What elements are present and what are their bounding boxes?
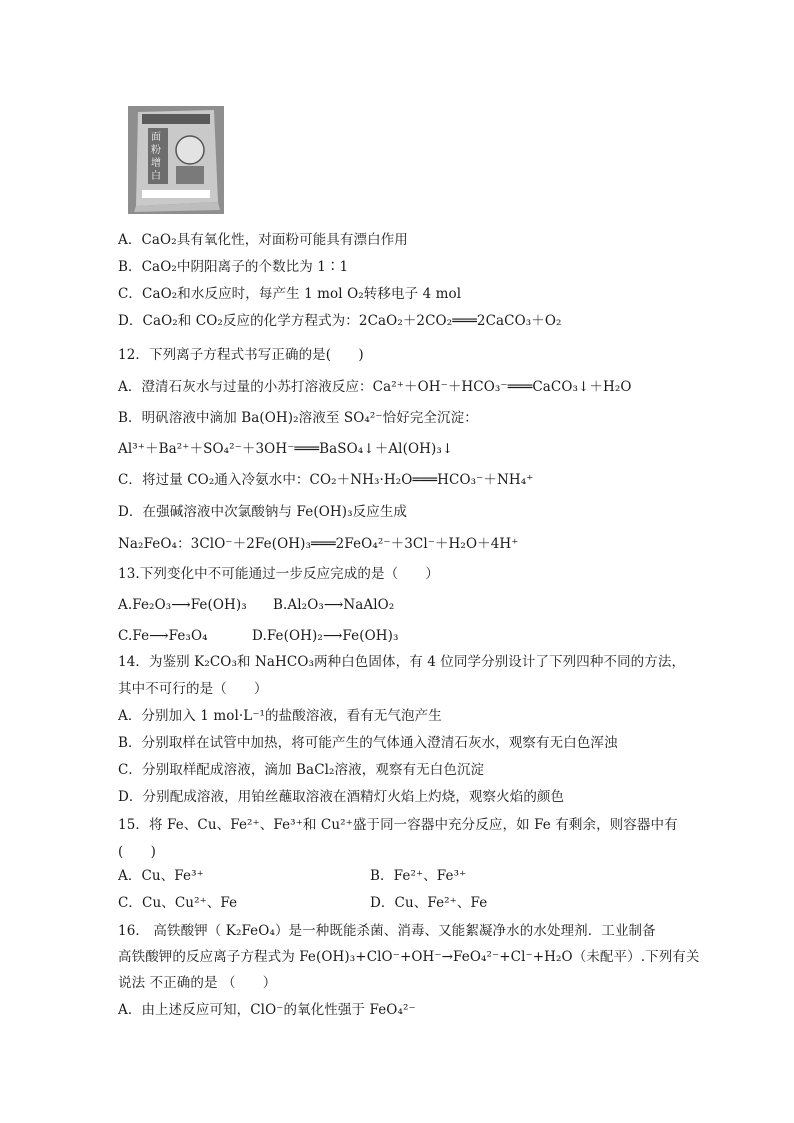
q12-stem: 12．下列离子方程式书写正确的是( ) [118, 347, 364, 363]
q15-stem-line2: ( ) [118, 844, 156, 860]
q15-option-a: A．Cu、Fe³⁺ [118, 868, 204, 884]
q14-stem-line1: 14．为鉴别 K₂CO₃和 NaHCO₃两种白色固体，有 4 位同学分别设计了下列四种不同的方法， [118, 654, 686, 670]
q12-option-a: A．澄清石灰水与过量的小苏打溶液反应：Ca²⁺＋OH⁻＋HCO₃⁻═══CaCO₃↓＋H₂O [118, 379, 632, 395]
q14-stem-line2: 其中不可行的是（ ） [118, 681, 268, 697]
product-photo [128, 106, 224, 214]
flour-bleach-package-image [128, 106, 224, 214]
q14-option-b: B．分别取样在试管中加热，将可能产生的气体通入澄清石灰水，观察有无白色浑浊 [118, 735, 618, 751]
svg-text:白: 白 [151, 171, 161, 182]
q13-option-c: C.Fe⟶Fe₃O₄ [118, 628, 208, 644]
q11-option-c: C．CaO₂和水反应时，每产生 1 mol O₂转移电子 4 mol [118, 286, 462, 302]
q12-option-b-line1: B．明矾溶液中滴加 Ba(OH)₂溶液至 SO₄²⁻恰好完全沉淀： [118, 410, 478, 426]
q16-stem-line2: 高铁酸钾的反应离子方程式为 Fe(OH)₃+ClO⁻+OH⁻→FeO₄²⁻+Cl⁻+H₂O（未配平）.下列有关 [118, 949, 700, 965]
q14-option-a: A．分别加入 1 mol·L⁻¹的盐酸溶液，看有无气泡产生 [118, 708, 442, 724]
svg-text:粉: 粉 [151, 145, 161, 156]
q12-option-b-line2: Al³⁺＋Ba²⁺＋SO₄²⁻＋3OH⁻═══BaSO₄↓＋Al(OH)₃↓ [118, 441, 454, 457]
q13-option-a: A.Fe₂O₃⟶Fe(OH)₃ [118, 597, 247, 613]
q12-option-d-line1: D．在强碱溶液中次氯酸钠与 Fe(OH)₃反应生成 [118, 504, 408, 520]
q16-option-a: A．由上述反应可知，ClO⁻的氧化性强于 FeO₄²⁻ [118, 1002, 416, 1018]
q11-option-a: A．CaO₂具有氧化性，对面粉可能具有漂白作用 [118, 232, 408, 248]
q15-option-c: C．Cu、Cu²⁺、Fe [118, 895, 238, 911]
q16-stem-line1: 16． 高铁酸钾（ K₂FeO₄）是一种既能杀菌、消毒、又能絮凝净水的水处理剂．工业制备 [118, 923, 656, 939]
q12-option-c: C．将过量 CO₂通入冷氨水中：CO₂＋NH₃·H₂O═══HCO₃⁻＋NH₄⁺ [118, 472, 534, 488]
q11-option-b: B．CaO₂中阴阳离子的个数比为 1∶1 [118, 259, 349, 275]
q13-stem: 13.下列变化中不可能通过一步反应完成的是（ ） [118, 566, 439, 582]
svg-text:增: 增 [151, 158, 161, 169]
q15-stem-line1: 15．将 Fe、Cu、Fe²⁺、Fe³⁺和 Cu²⁺盛于同一容器中充分反应，如 Fe 有剩余，则容器中有 [118, 817, 678, 833]
q15-option-d: D．Cu、Fe²⁺、Fe [370, 895, 488, 911]
q14-option-c: C．分别取样配成溶液，滴加 BaCl₂溶液，观察有无白色沉淀 [118, 762, 485, 778]
q12-option-d-line2: Na₂FeO₄：3ClO⁻＋2Fe(OH)₃═══2FeO₄²⁻＋3Cl⁻＋H₂O＋4H⁺ [118, 536, 519, 552]
q13-option-d: D.Fe(OH)₂⟶Fe(OH)₃ [252, 628, 399, 644]
q14-option-d: D．分别配成溶液，用铂丝蘸取溶液在酒精灯火焰上灼烧，观察火焰的颜色 [118, 789, 565, 805]
q15-option-b: B．Fe²⁺、Fe³⁺ [370, 868, 467, 884]
svg-text:面: 面 [151, 132, 161, 143]
q16-stem-line3: 说法 不正确的是 （ ） [118, 975, 277, 991]
q11-option-d: D．CaO₂和 CO₂反应的化学方程式为：2CaO₂＋2CO₂═══2CaCO₃＋O₂ [118, 313, 562, 329]
q13-option-b: B.Al₂O₃⟶NaAlO₂ [273, 597, 395, 613]
